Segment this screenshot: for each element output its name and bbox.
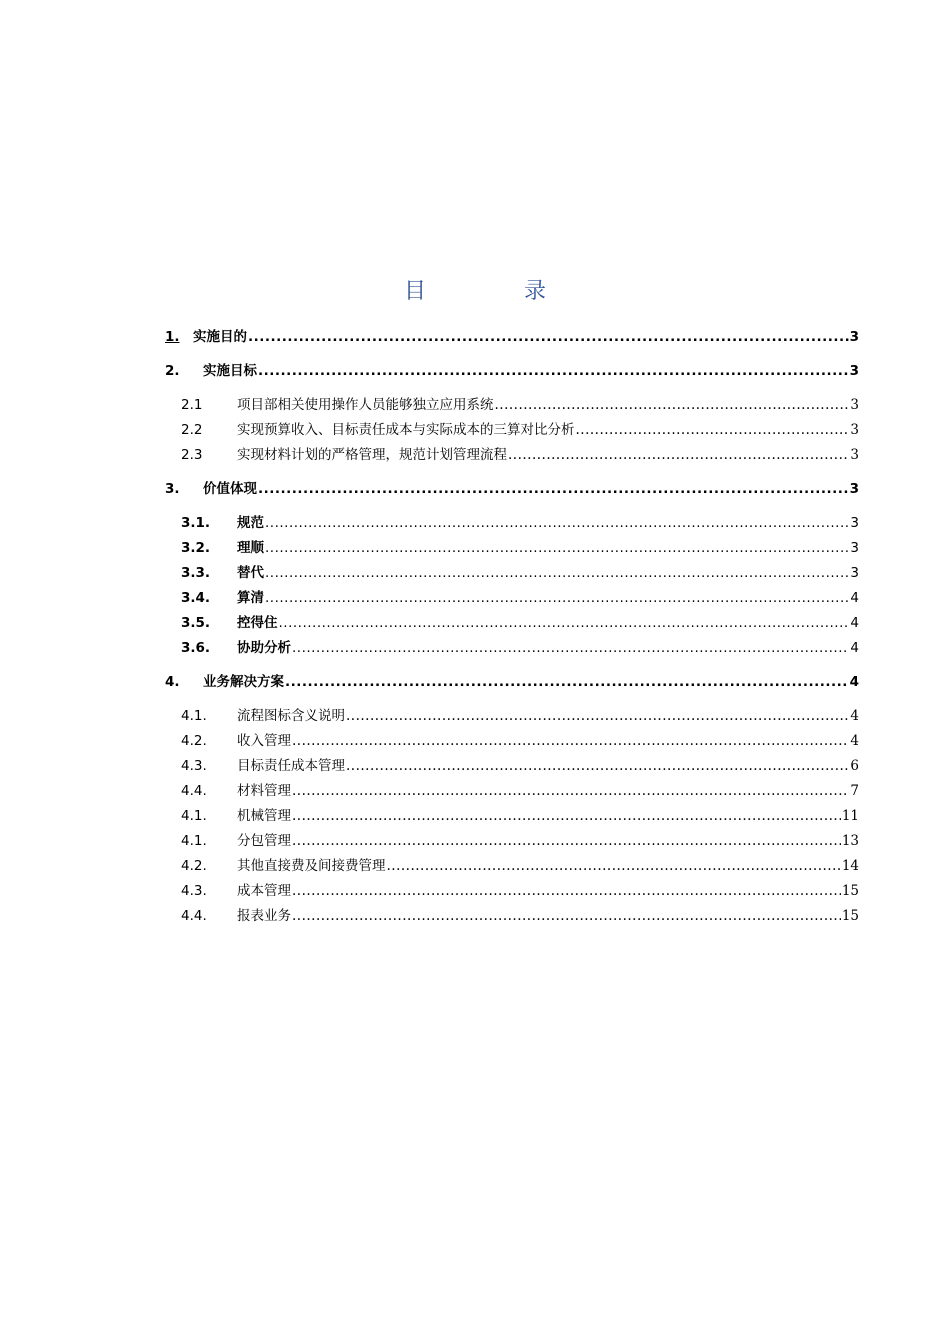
toc-label: 其他直接费及间接费管理	[237, 858, 386, 874]
toc-number: 2.	[165, 363, 180, 379]
toc-page: 15	[841, 883, 859, 899]
toc-entry-3-6[interactable]	[165, 636, 859, 661]
toc-leader	[292, 733, 849, 749]
toc-leader	[387, 858, 841, 874]
toc-entry-4-5[interactable]	[165, 804, 859, 829]
toc-entry-4-6[interactable]	[165, 829, 859, 854]
toc-label: 实现预算收入、目标责任成本与实际成本的三算对比分析	[237, 422, 575, 438]
toc-number: 4.1.	[181, 808, 207, 824]
toc-page: 3	[849, 329, 859, 345]
toc-label: 规范	[237, 515, 264, 531]
toc-leader	[258, 363, 849, 379]
toc-number: 4.1.	[181, 708, 207, 724]
toc-number: 1.	[165, 329, 180, 345]
toc-page: 3	[849, 363, 859, 379]
toc-number: 4.4.	[181, 783, 207, 799]
toc-label: 理顺	[237, 540, 264, 556]
toc-entry-4[interactable]	[165, 670, 859, 695]
toc-label: 流程图标含义说明	[237, 708, 345, 724]
toc-entry-3-2[interactable]	[165, 536, 859, 561]
toc-label: 控得住	[237, 615, 278, 631]
toc-page: 6	[850, 758, 859, 774]
toc-entry-4-2[interactable]	[165, 729, 859, 754]
toc-leader	[265, 515, 849, 531]
toc-leader	[265, 590, 849, 606]
table-of-contents	[165, 325, 859, 929]
toc-page: 3	[850, 422, 859, 438]
toc-leader	[292, 908, 841, 924]
toc-leader	[292, 808, 841, 824]
toc-page: 13	[841, 833, 859, 849]
toc-number: 3.2.	[181, 540, 211, 556]
toc-number: 3.5.	[181, 615, 211, 631]
toc-leader	[265, 540, 849, 556]
toc-label: 报表业务	[237, 908, 291, 924]
toc-label: 项目部相关使用操作人员能够独立应用系统	[237, 397, 494, 413]
toc-entry-2-1[interactable]	[165, 393, 859, 418]
toc-leader	[508, 447, 849, 463]
toc-page: 4	[850, 615, 859, 631]
toc-label: 算清	[237, 590, 264, 606]
toc-entry-2-3[interactable]	[165, 443, 859, 468]
toc-number: 4.2.	[181, 858, 207, 874]
toc-leader	[346, 708, 849, 724]
toc-number: 3.4.	[181, 590, 211, 606]
toc-number: 4.3.	[181, 883, 207, 899]
toc-leader	[258, 481, 849, 497]
toc-number: 3.1.	[181, 515, 211, 531]
toc-label: 实现材料计划的严格管理，规范计划管理流程	[237, 447, 507, 463]
toc-leader	[292, 883, 841, 899]
toc-label: 材料管理	[237, 783, 291, 799]
toc-entry-3[interactable]	[165, 477, 859, 502]
toc-entry-4-8[interactable]	[165, 879, 859, 904]
toc-page: 3	[850, 540, 859, 556]
toc-leader	[279, 615, 850, 631]
toc-number: 2.3	[181, 447, 203, 463]
toc-page: 3	[850, 565, 859, 581]
toc-label: 机械管理	[237, 808, 291, 824]
toc-entry-3-3[interactable]	[165, 561, 859, 586]
toc-leader	[285, 674, 849, 690]
toc-number: 3.	[165, 481, 180, 497]
toc-page: 4	[850, 708, 859, 724]
toc-number: 4.3.	[181, 758, 207, 774]
toc-entry-3-5[interactable]	[165, 611, 859, 636]
toc-number: 2.1	[181, 397, 203, 413]
toc-entry-2-2[interactable]	[165, 418, 859, 443]
toc-entry-4-3[interactable]	[165, 754, 859, 779]
toc-leader	[248, 329, 849, 345]
toc-entry-4-7[interactable]	[165, 854, 859, 879]
toc-number: 4.4.	[181, 908, 207, 924]
toc-label: 收入管理	[237, 733, 291, 749]
toc-label: 实施目标	[203, 363, 257, 379]
toc-label: 价值体现	[203, 481, 257, 497]
toc-page: 15	[841, 908, 859, 924]
toc-page: 3	[850, 397, 859, 413]
toc-number: 4.2.	[181, 733, 207, 749]
toc-number: 3.3.	[181, 565, 211, 581]
toc-number: 3.6.	[181, 640, 211, 656]
toc-page: 3	[850, 447, 859, 463]
toc-entry-2[interactable]	[165, 359, 859, 384]
toc-page: 4	[849, 674, 859, 690]
toc-label: 分包管理	[237, 833, 291, 849]
toc-entry-3-4[interactable]	[165, 586, 859, 611]
toc-label: 成本管理	[237, 883, 291, 899]
toc-label: 实施目的	[193, 329, 247, 345]
toc-label: 协助分析	[237, 640, 291, 656]
toc-page: 14	[841, 858, 859, 874]
toc-leader	[495, 397, 850, 413]
toc-leader	[292, 783, 849, 799]
toc-page: 4	[850, 640, 859, 656]
toc-page: 4	[850, 733, 859, 749]
toc-leader	[292, 640, 849, 656]
toc-number: 4.	[165, 674, 180, 690]
toc-entry-1[interactable]	[165, 325, 859, 350]
toc-leader	[576, 422, 850, 438]
toc-label: 替代	[237, 565, 264, 581]
toc-page: 3	[850, 515, 859, 531]
toc-entry-4-4[interactable]	[165, 779, 859, 804]
toc-number: 2.2	[181, 422, 203, 438]
toc-page: 4	[850, 590, 859, 606]
toc-page: 7	[850, 783, 859, 799]
toc-number: 4.1.	[181, 833, 207, 849]
toc-page: 11	[841, 808, 859, 824]
toc-leader	[265, 565, 849, 581]
toc-entry-4-1[interactable]	[165, 704, 859, 729]
toc-label: 业务解决方案	[203, 674, 284, 690]
toc-page: 3	[849, 481, 859, 497]
toc-label: 目标责任成本管理	[237, 758, 345, 774]
toc-leader	[292, 833, 841, 849]
toc-leader	[346, 758, 849, 774]
page-title: 目 录	[403, 279, 584, 304]
toc-entry-4-9[interactable]	[165, 904, 859, 929]
toc-entry-3-1[interactable]	[165, 511, 859, 536]
